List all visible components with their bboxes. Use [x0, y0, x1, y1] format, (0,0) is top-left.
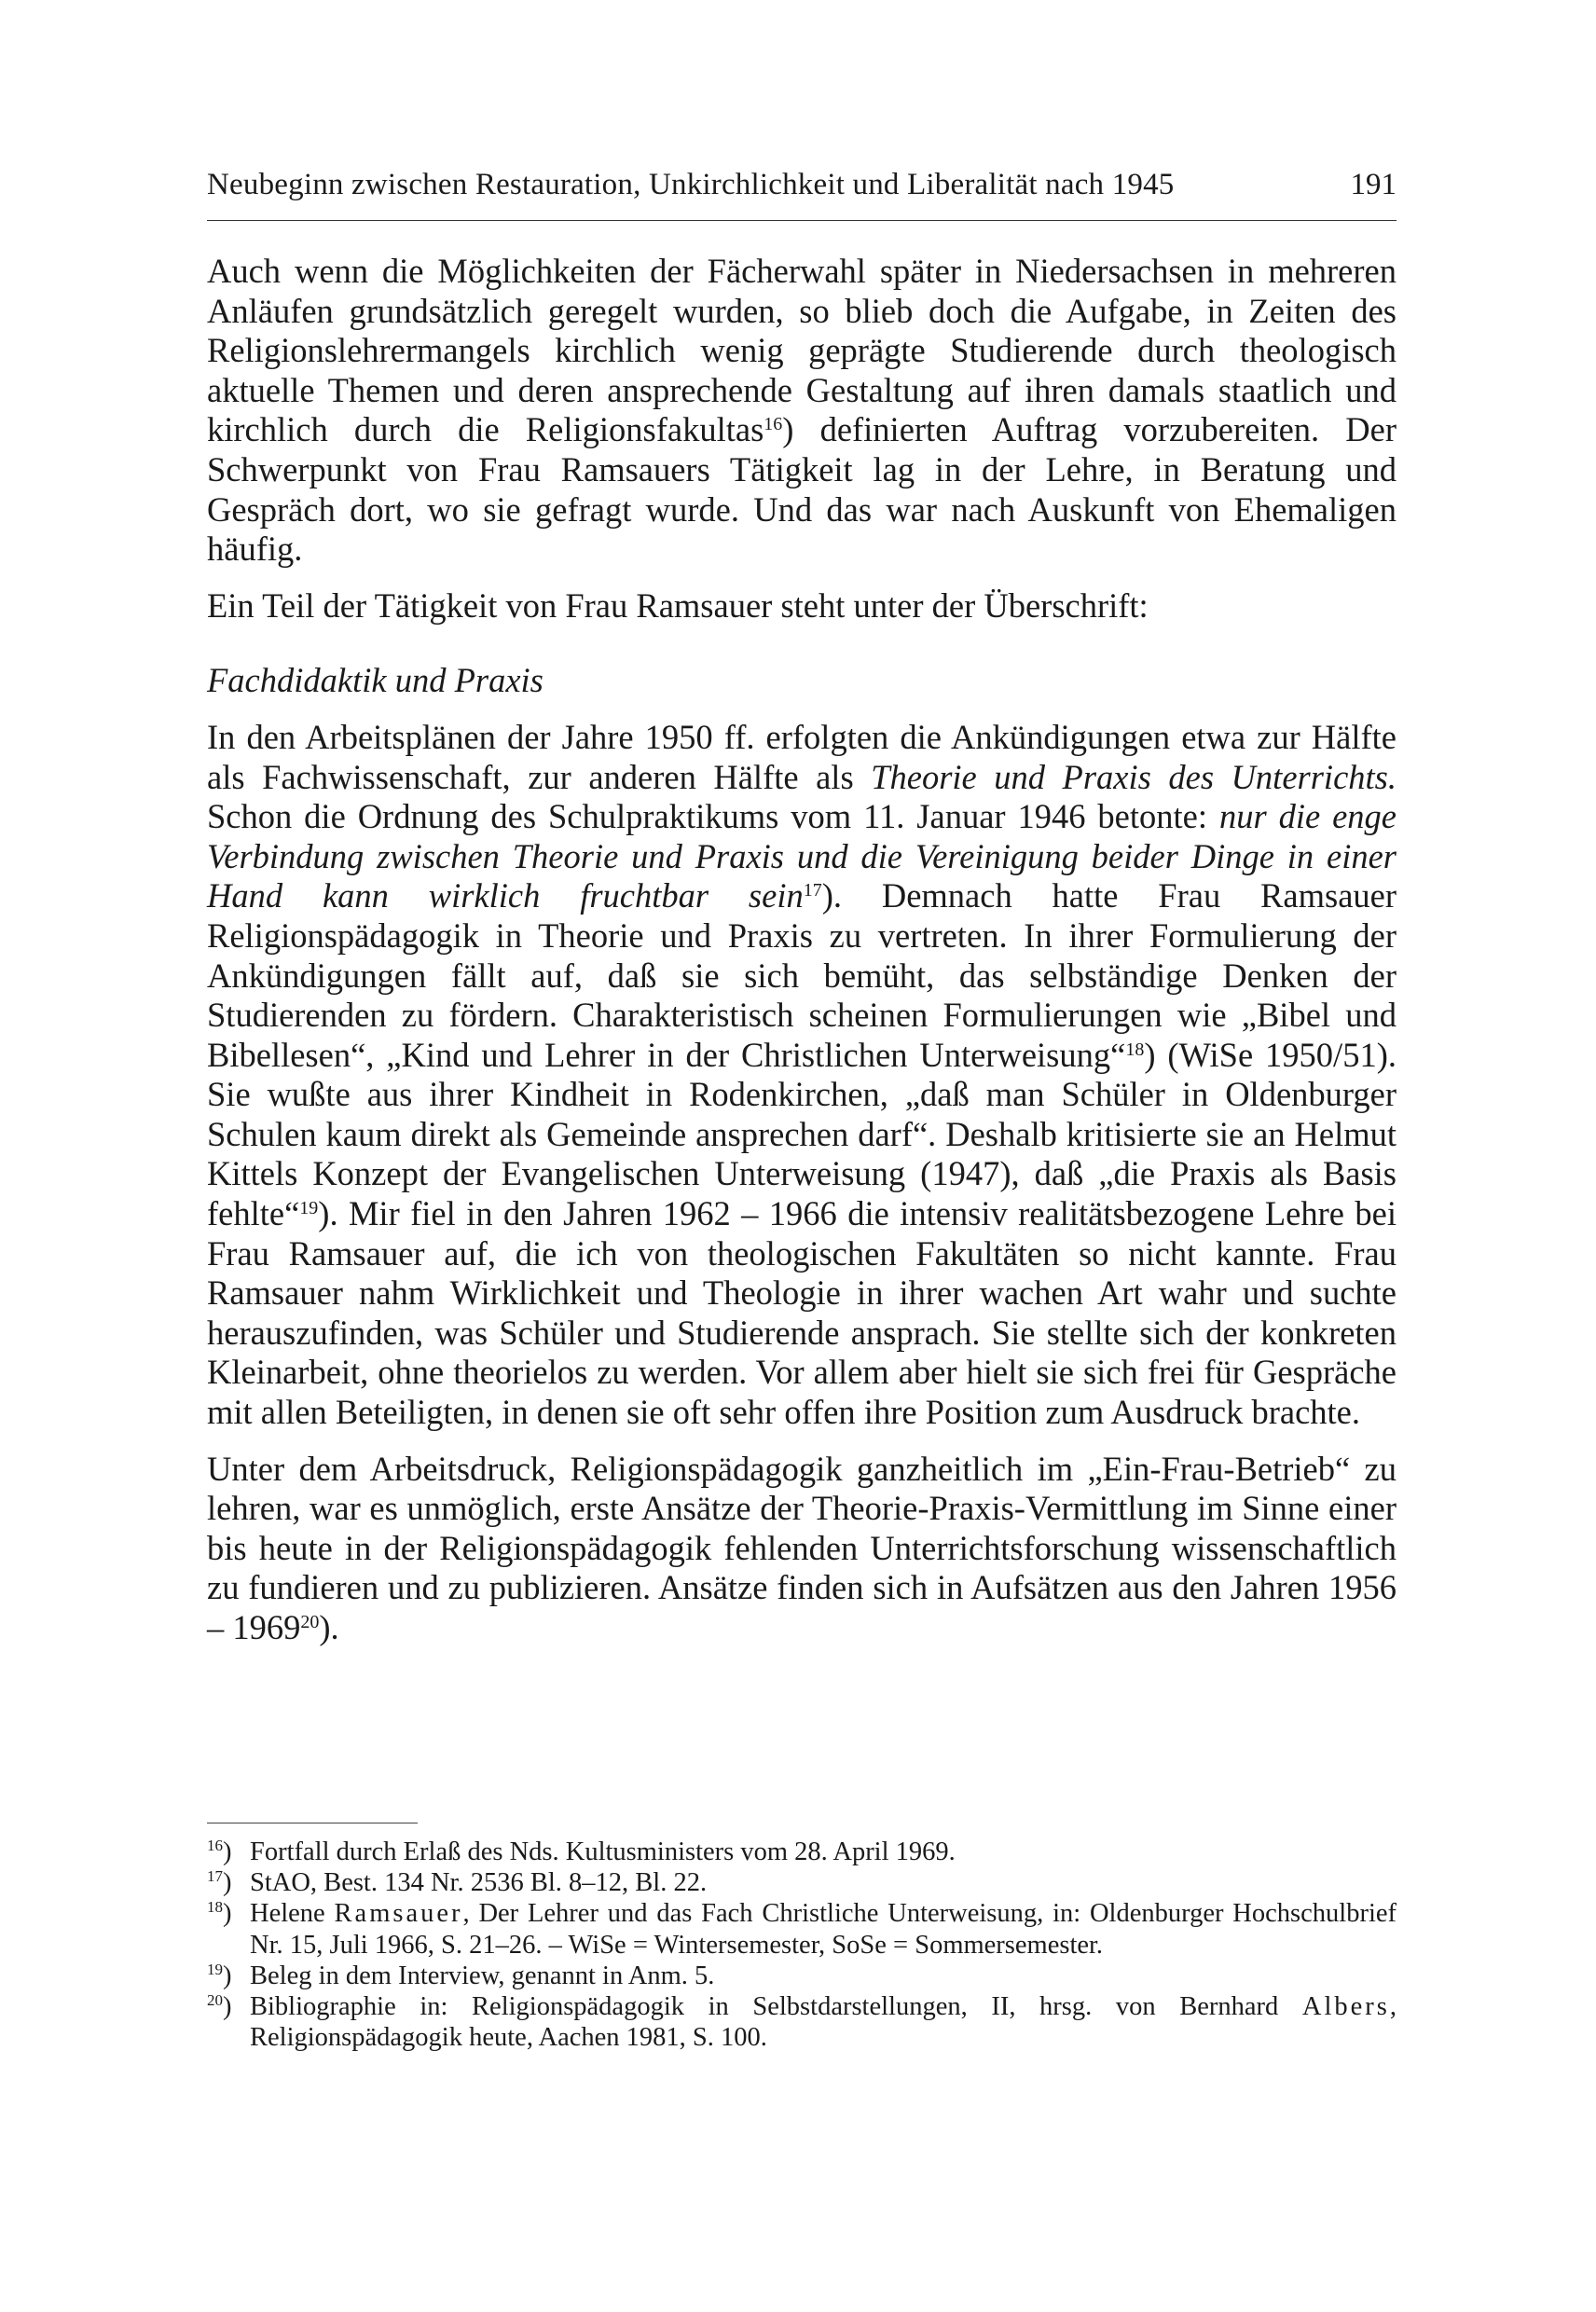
footnote: [207, 1961, 1396, 1991]
paragraph-4-text: Unter dem Arbeitsdruck, Religionspädagogik ganzheitlich im „Ein-Frau-Betrieb“ zu lehren, war es unmöglich, erste Ansätze der Theorie-Praxis-Vermittlung im Sinne einer bis heute in der Religionspädagogik fehlenden Unterrichtsforschung wissenschaftlich zu fundieren und zu publizieren. Ansätze finden sich in Aufsätzen aus den Jahren 1956 – 1969: [207, 1449, 1396, 1646]
footnote: [207, 1898, 1396, 1960]
footnote-ref-19: 19: [299, 1198, 319, 1219]
running-header: [207, 168, 1396, 224]
footnote-ref-20: 20: [300, 1612, 320, 1632]
footnote: [207, 1991, 1396, 2053]
footnote-number: $^{20}$): [207, 1991, 232, 2022]
footnote-number: $^{16}$): [207, 1837, 232, 1866]
section-heading: Fachdidaktik und Praxis: [207, 661, 543, 700]
header-rule: [207, 220, 1396, 221]
paragraph-4: [207, 1450, 1396, 1648]
footnote: [207, 1867, 1396, 1898]
paragraph-3-text-c: ). Demnach hatte Frau Ramsauer Religionspädagogik in Theorie und Praxis zu vertreten. In ihrer Formulierung der Ankündigungen fällt auf, daß sie sich bemüht, das selbständige Denken der Studierenden zu fördern. Charakteristisch scheinen Formulierungen wie „Bibel und Bibellesen“, „Kind und Lehrer in der Christlichen Unterweisung“: [207, 876, 1397, 1074]
main-text: [207, 252, 1396, 1648]
footnotes: [207, 1837, 1396, 2053]
paragraph-4-text-end: ).: [319, 1608, 339, 1646]
footnote-ref-16: 16: [764, 414, 783, 435]
paragraph-1: [207, 252, 1396, 570]
footnote-text-cont: , Religionspädagogik heute, Aachen 1981, S. 100.: [250, 1992, 1396, 2053]
footnote-number-value: 20: [207, 1991, 223, 2010]
footnote-number-value: 17: [207, 1867, 223, 1886]
paragraph-3-text-d: ) (WiSe 1950/51). Sie wußte aus ihrer Kindheit in Rodenkirchen, „daß man Schüler in Oldenburger Schulen kaum direkt als Gemeinde ansprechen darf“. Deshalb kritisierte sie an Helmut Kittels Konzept der Evangelischen Unterweisung (1947), daß „die Praxis als Basis fehlte“: [207, 1035, 1396, 1233]
paragraph-1-text: Auch wenn die Möglichkeiten der Fächerwahl später in Niedersachsen in mehreren Anläufen grundsätzlich geregelt wurden, so blieb doch die Aufgabe, in Zeiten des Religionslehrermangels kirchlich wenig geprägte Studierende durch theologisch aktuelle Themen und deren ansprechende Gestaltung auf ihren damals staatlich und kirchlich durch die Religionsfakultas: [207, 252, 1396, 449]
footnote-number-value: 19: [207, 1960, 223, 1978]
footnote-number: $^{19}$): [207, 1960, 232, 1990]
footnote-text: StAO, Best. 134 Nr. 2536 Bl. 8–12, Bl. 22.: [250, 1868, 708, 1898]
paragraph-3-text-b: Schon die Ordnung des Schulpraktikums vom 11. Januar 1946 betonte:: [207, 797, 1219, 836]
italic-quote: nur die enge Verbindung zwischen Theorie und Praxis und die Vereinigung beider Dinge in einer Hand kann wirklich fruchtbar sein: [207, 797, 1396, 915]
author-name: Ramsauer: [334, 1899, 463, 1929]
footnote-text: Fortfall durch Erlaß des Nds. Kultusministers vom 28. April 1969.: [250, 1837, 956, 1866]
footnote-text: Bibliographie in: Religionspädagogik in Selbstdarstellungen, II, hrsg. von Bernhard: [250, 1992, 1302, 2022]
footnote-ref-17: 17: [803, 880, 822, 901]
paragraph-3-text-e: ). Mir fiel in den Jahren 1962 – 1966 die intensiv realitätsbezogene Lehre bei Frau Ramsauer auf, die ich von theologischen Fakultäten so nicht kannte. Frau Ramsauer nahm Wirklichkeit und Theologie in ihrer wachen Art wahr und suchte herauszufinden, was Schüler und Studierende ansprach. Sie stellte sich der konkreten Kleinarbeit, ohne theorielos zu werden. Vor allem aber hielt sie sich frei für Gespräche mit allen Beteiligten, in denen sie oft sehr offen ihre Position zum Ausdruck brachte.: [207, 1194, 1396, 1432]
italic-phrase: Theorie und Praxis des Unterrichts.: [871, 757, 1396, 796]
page-number: 191: [1350, 168, 1396, 201]
footnote-text-cont: , Der Lehrer und das Fach Christliche Unterweisung, in: Oldenburger Hochschulbrief Nr. 15, Juli 1966, S. 21–26. – WiSe = Wintersemester, SoSe = Sommersemester.: [250, 1899, 1396, 1960]
paragraph-3-text: In den Arbeitsplänen der Jahre 1950 ff. erfolgten die Ankündigungen etwa zur Hälfte als Fachwissenschaft, zur anderen Hälfte als: [207, 717, 1396, 796]
footnote: [207, 1837, 1396, 1867]
footnote-number-value: 18: [207, 1898, 223, 1917]
footnote-text: Beleg in dem Interview, genannt in Anm. 5.: [250, 1961, 715, 1990]
footnote-text: Helene: [250, 1899, 335, 1929]
footnote-number: $^{18}$): [207, 1898, 232, 1929]
footnote-number-value: 16: [207, 1837, 223, 1854]
footnote-number: $^{17}$): [207, 1867, 232, 1898]
paragraph-1-text-cont: ) definierten Auftrag vorzubereiten. Der Schwerpunkt von Frau Ramsauers Tätigkeit lag in der Lehre, in Beratung und Gespräch dort, wo sie gefragt wurde. Und das war nach Auskunft von Ehemaligen häufig.: [207, 410, 1397, 569]
footnote-ref-18: 18: [1125, 1039, 1145, 1060]
paragraph-3: [207, 718, 1396, 1433]
paragraph-2: Ein Teil der Tätigkeit von Frau Ramsauer steht unter der Überschrift:: [207, 585, 1149, 625]
editor-name: Albers: [1301, 1992, 1390, 2022]
running-title: Neubeginn zwischen Restauration, Unkirchlichkeit und Liberalität nach 1945: [207, 168, 1175, 201]
